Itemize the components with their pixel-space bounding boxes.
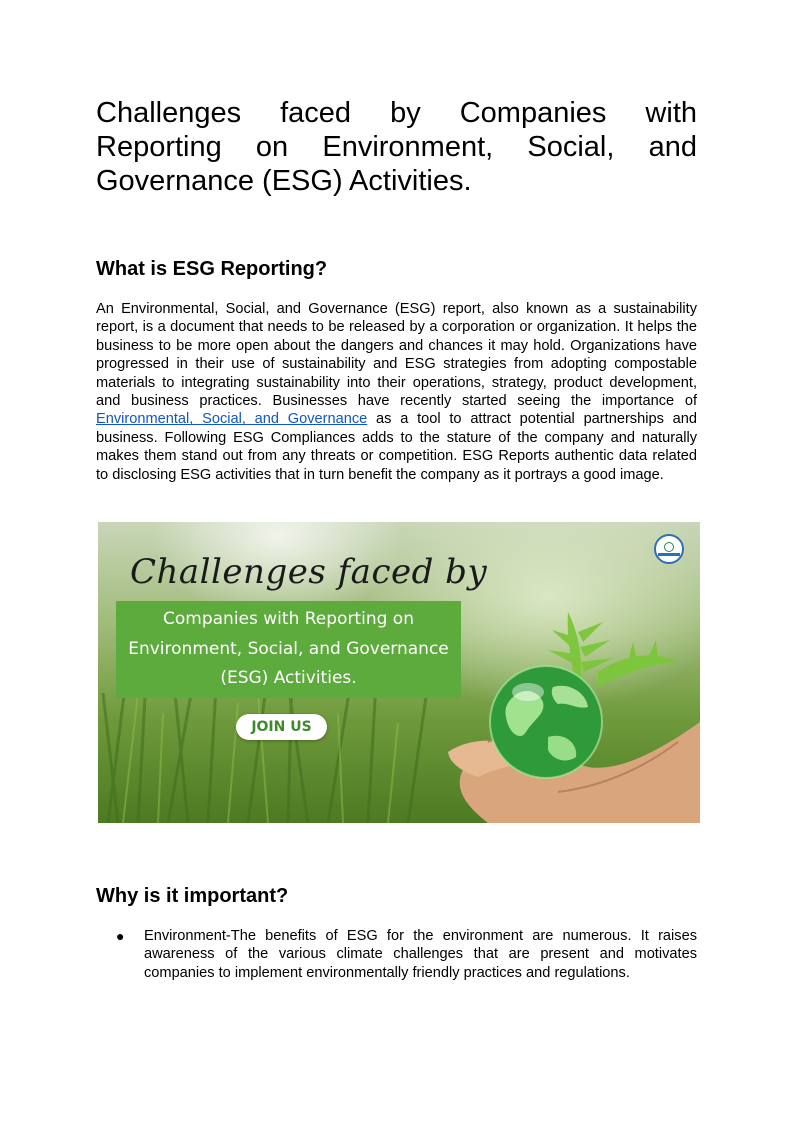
esg-link[interactable]: Environmental, Social, and Governance <box>96 411 368 428</box>
banner-box-line-1: Companies with Reporting on <box>163 609 414 629</box>
company-logo-icon <box>654 534 684 564</box>
logo-mark <box>664 542 674 552</box>
importance-list <box>96 927 697 982</box>
banner-box-line-2: Environment, Social, and Governance <box>128 638 449 659</box>
banner-script-title: Challenges faced by <box>130 552 488 592</box>
paragraph-text-start: An Environmental, Social, and Governance (ESG) report, also known as a sustainability report, is a document that needs to be released by a corporation or organization. It helps the business to be more open about the dangers and chances it may hold. Organizations have progressed in their use of sustainability and ESG strategies from adopting compostable materials to integrating sustainability into their operations, strategy, product development, and business practices. Businesses have recently started seeing the importance of <box>96 301 697 410</box>
esg-intro-paragraph <box>96 300 697 484</box>
hands-holding-globe-illustration <box>428 592 700 823</box>
bullet-icon: ● <box>116 928 125 944</box>
banner-text-box <box>116 601 461 698</box>
document-title: Challenges faced by Companies with Reporting on Environment, Social, and Governance (ESG) Activities. <box>96 97 697 197</box>
banner-box-line-3: (ESG) Activities. <box>220 668 357 688</box>
bullet-text: Environment-The benefits of ESG for the environment are numerous. It raises awareness of the various climate challenges that are present and motivates companies to implement environmentally friendly practices and regulations. <box>144 928 697 981</box>
list-item <box>96 927 697 982</box>
paragraph-text-end: as a tool to attract potential partnerships and business. Following ESG Compliances adds to the stature of the company and naturally makes them stand out from any threats or competition. ESG Reports authentic data related to disclosing ESG activities that in turn benefit the company as it portrays a good image. <box>96 411 697 483</box>
section-heading-why-important: Why is it important? <box>96 885 289 907</box>
logo-wordmark <box>658 553 680 556</box>
join-us-button[interactable]: JOIN US <box>236 714 327 740</box>
section-heading-what-is-esg: What is ESG Reporting? <box>96 258 328 280</box>
esg-banner-image <box>98 522 700 823</box>
